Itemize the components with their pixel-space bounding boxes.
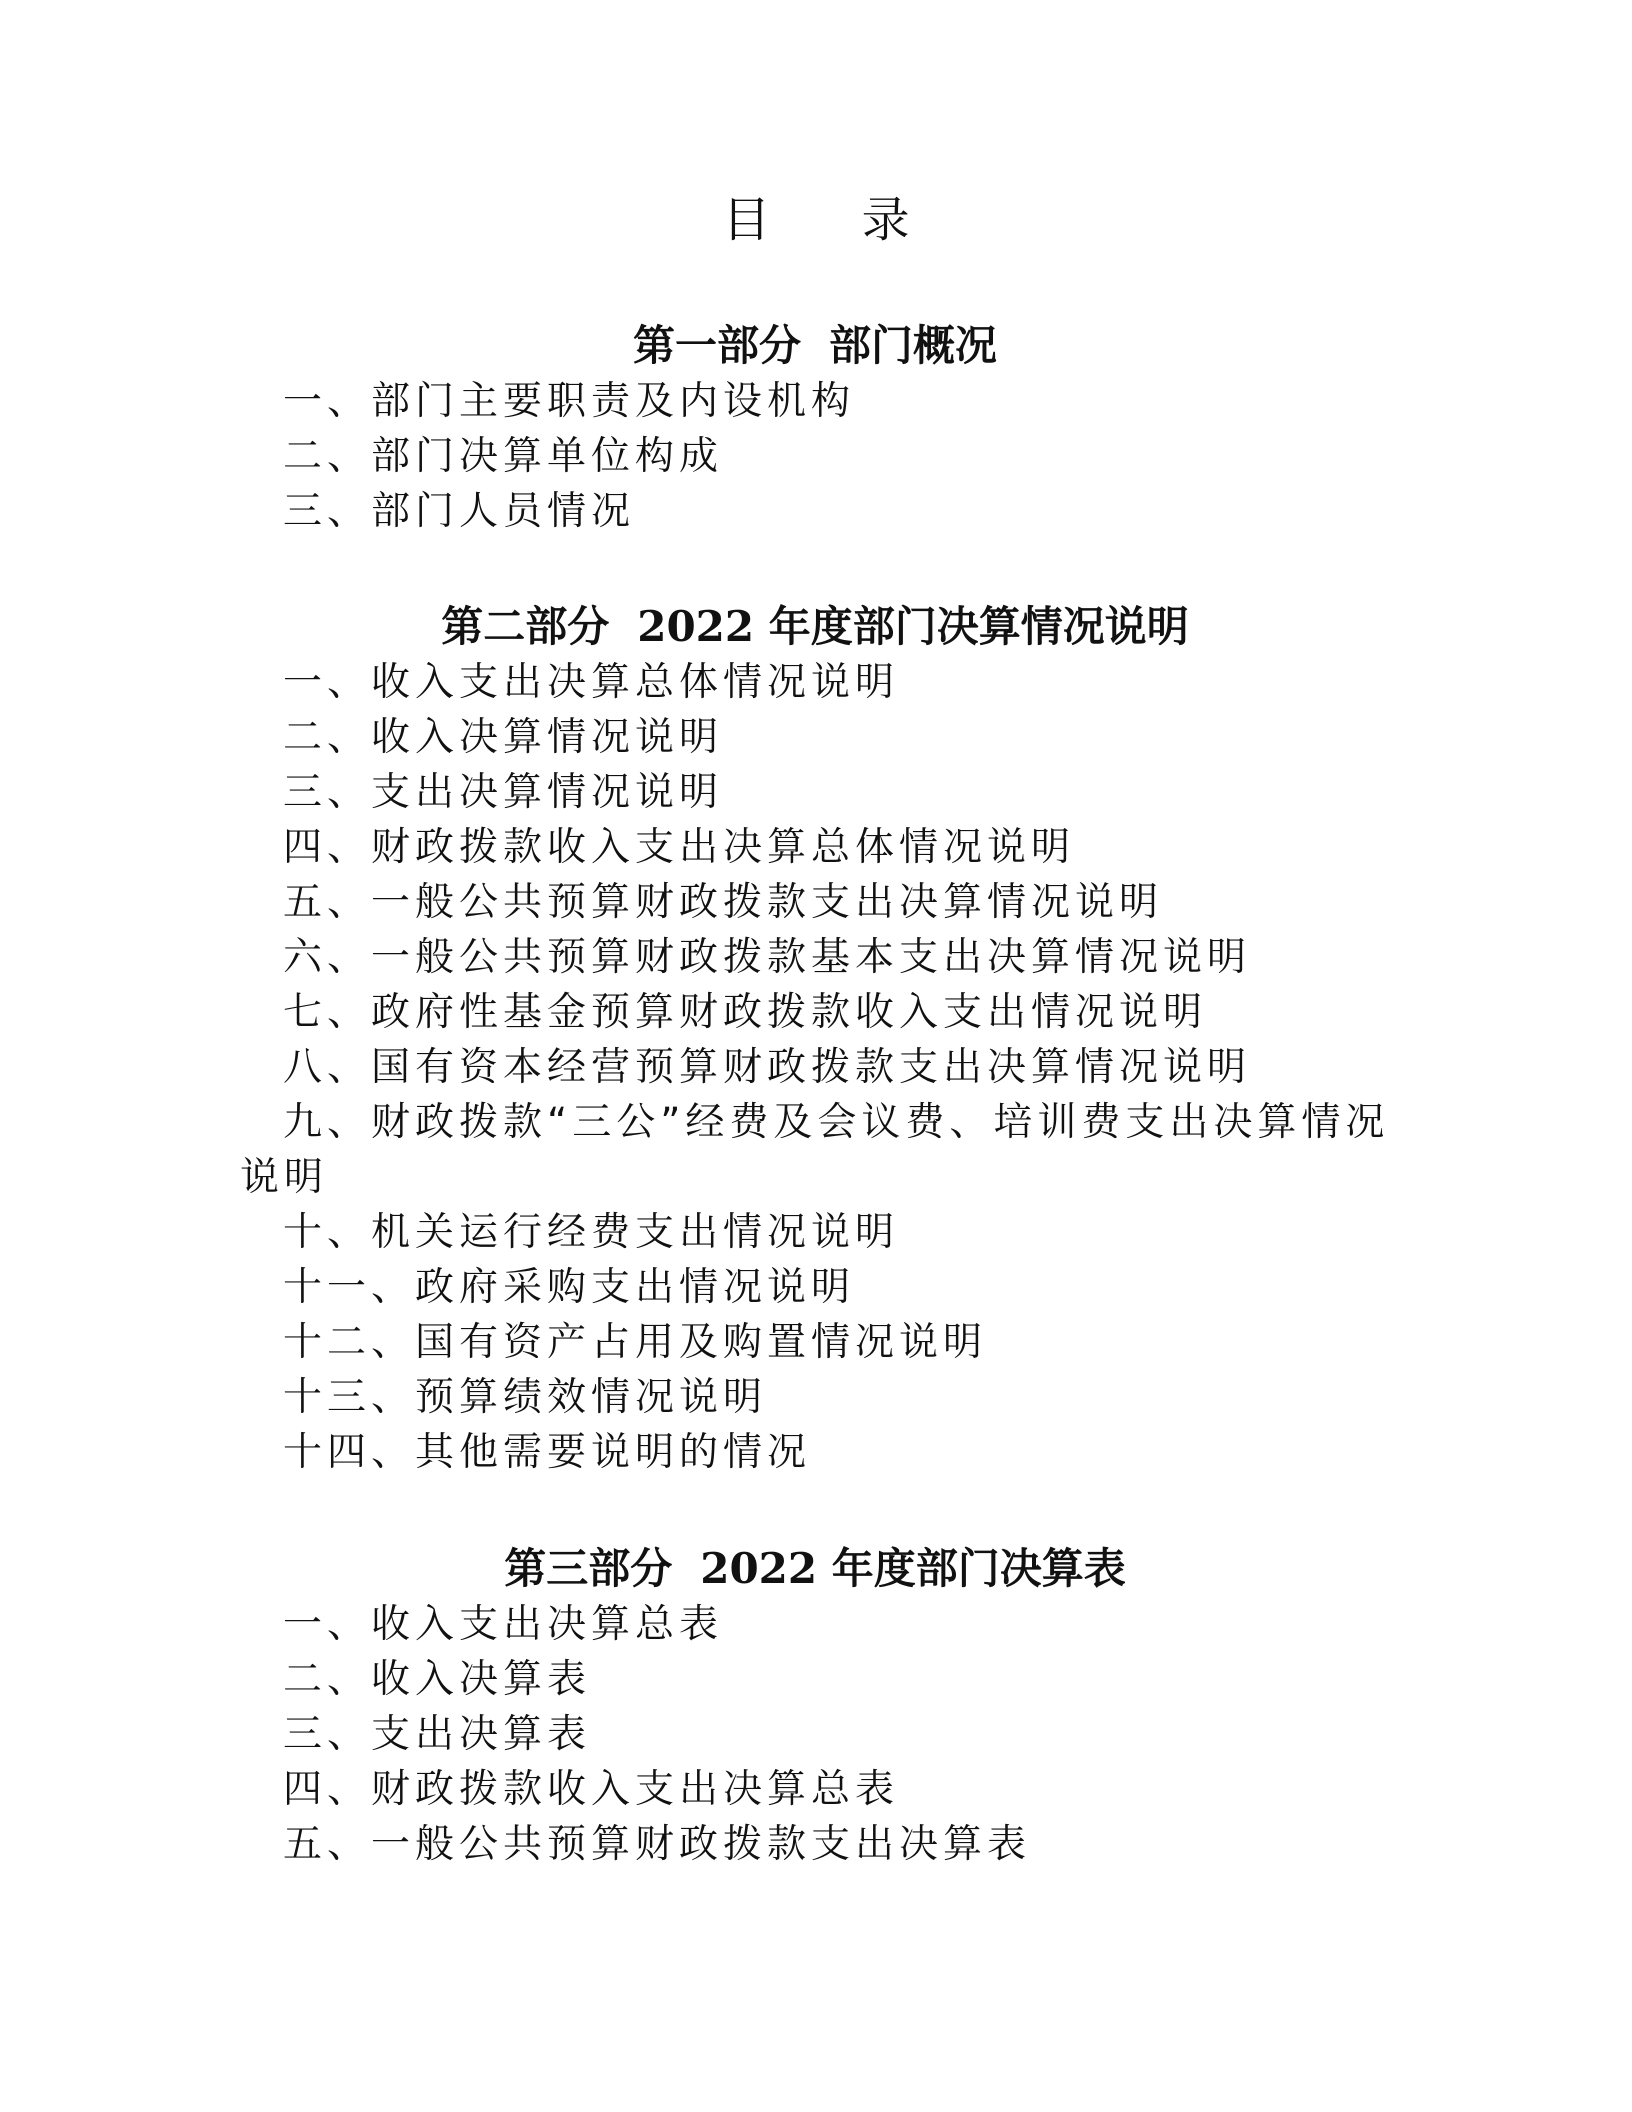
toc-item[interactable]: 一、收入支出决算总表 (283, 1602, 724, 1647)
toc-list (240, 374, 1390, 539)
toc-item[interactable]: 十三、预算绩效情况说明 (283, 1375, 768, 1420)
section-heading (240, 318, 1390, 374)
section-title: 2022 年度部门决算情况说明 (637, 602, 1189, 651)
toc-item[interactable]: 一、部门主要职责及内设机构 (283, 379, 856, 424)
toc-list (240, 655, 1390, 1480)
section-part-label: 第三部分 (504, 1544, 673, 1593)
toc-section-part-one (240, 318, 1390, 539)
section-part-label: 第一部分 (632, 321, 801, 370)
toc-item[interactable]: 十、机关运行经费支出情况说明 (283, 1210, 900, 1255)
toc-item[interactable]: 六、一般公共预算财政拨款基本支出决算情况说明 (283, 935, 1252, 980)
toc-item[interactable]: 十二、国有资产占用及购置情况说明 (283, 1320, 988, 1365)
section-heading (240, 599, 1390, 655)
toc-item[interactable]: 三、支出决算情况说明 (283, 770, 724, 815)
toc-item[interactable]: 十四、其他需要说明的情况 (283, 1430, 812, 1475)
section-part-label: 第二部分 (441, 602, 610, 651)
toc-item[interactable]: 四、财政拨款收入支出决算总表 (283, 1767, 900, 1812)
section-title: 2022 年度部门决算表 (700, 1544, 1126, 1593)
toc-item[interactable]: 二、部门决算单位构成 (283, 434, 724, 479)
toc-item[interactable]: 五、一般公共预算财政拨款支出决算情况说明 (283, 880, 1164, 925)
toc-section-part-two (240, 599, 1390, 1480)
toc-item[interactable]: 一、收入支出决算总体情况说明 (283, 660, 900, 705)
toc-item[interactable]: 八、国有资本经营预算财政拨款支出决算情况说明 (283, 1045, 1252, 1090)
section-title: 部门概况 (829, 321, 998, 370)
toc-item[interactable]: 三、部门人员情况 (283, 489, 636, 534)
toc-item[interactable]: 四、财政拨款收入支出决算总体情况说明 (283, 825, 1076, 870)
page-title: 目 录 (722, 192, 948, 248)
toc-list (240, 1597, 1390, 1872)
toc-item[interactable]: 五、一般公共预算财政拨款支出决算表 (283, 1822, 1032, 1867)
toc-item[interactable]: 七、政府性基金预算财政拨款收入支出情况说明 (283, 990, 1208, 1035)
toc-item[interactable]: 二、收入决算表 (283, 1657, 592, 1702)
toc-item[interactable]: 三、支出决算表 (283, 1712, 592, 1757)
toc-section-part-three (240, 1541, 1390, 1872)
toc-item[interactable]: 二、收入决算情况说明 (283, 715, 724, 760)
section-heading (240, 1541, 1390, 1597)
toc-item[interactable]: 九、财政拨款“三公”经费及会议费、培训费支出决算情况说明 (240, 1100, 1390, 1200)
toc-item[interactable]: 十一、政府采购支出情况说明 (283, 1265, 856, 1310)
